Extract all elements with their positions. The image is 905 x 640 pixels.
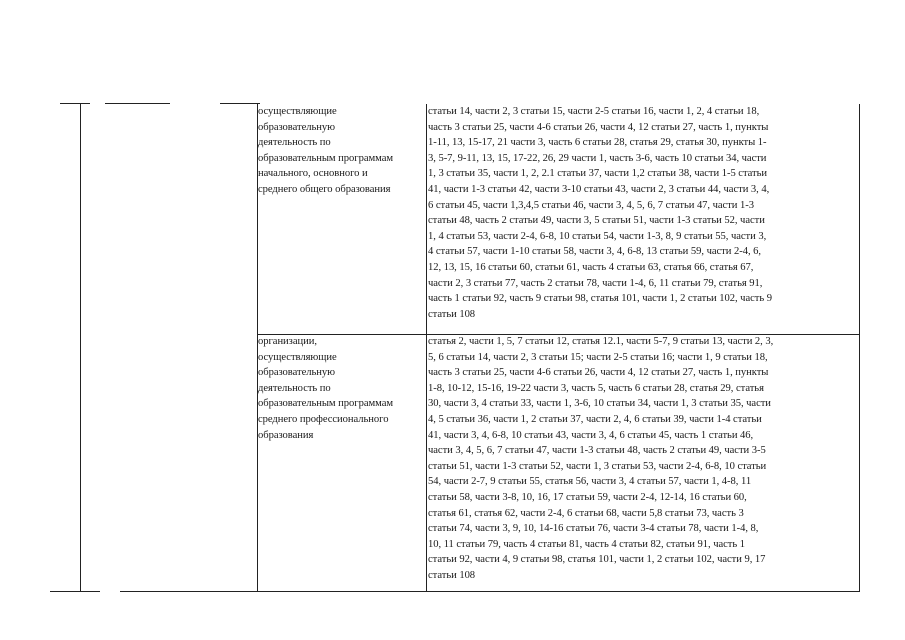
row-2-articles-line: статьи 92, части 4, 9 статьи 98, статья 101, части 1, 2 статьи 102, части 9, 17 (428, 554, 766, 566)
column-divider-2 (426, 104, 427, 592)
row-2-articles-line: 4, 5 статьи 36, части 1, 2 статьи 37, части 2, 4, 6 статьи 39, части 1-4 статьи (428, 413, 762, 425)
row-1-articles (428, 104, 858, 322)
left-border (80, 104, 81, 592)
row-2-category-line: среднего профессионального (258, 413, 389, 425)
row-2-articles-line: статья 61, статья 62, части 2-4, 6 статьи 68, части 5,8 статьи 73, часть 3 (428, 507, 744, 519)
row-2-articles-line: 41, части 3, 4, 6-8, 10 статьи 43, части 3, 4, 6 статьи 45, часть 1 статьи 46, (428, 429, 754, 441)
row-2-articles-line: часть 3 статьи 25, части 4-6 статьи 26, части 4, 12 статьи 27, часть 1, пункты (428, 367, 769, 379)
row-2-category-line: осуществляющие (258, 351, 337, 363)
row-1-articles-line: статьи 14, части 2, 3 статьи 15, части 2-5 статьи 16, части 1, 2, 4 статьи 18, (428, 106, 760, 117)
row-2-articles-line: статьи 51, части 1-3 статьи 52, части 1, 3 статьи 53, части 2-4, 6-8, 10 статьи (428, 460, 767, 472)
row-2-articles-line: статьи 108 (428, 569, 476, 581)
row-1-category-line: деятельность по (258, 137, 331, 149)
row-1-category-line: осуществляющие (258, 106, 337, 117)
row-2-articles-line: 30, части 3, 4 статьи 33, части 1, 3-6, 10 статьи 34, части 1, 3 статьи 35, части (428, 398, 771, 410)
row-2-category-line: организации, (258, 336, 317, 347)
top-rule-left (60, 103, 90, 104)
row-1-articles-line: статьи 48, часть 2 статьи 49, части 3, 5 статьи 51, части 1-3 статьи 52, части (428, 215, 765, 227)
row-1-category-line: среднего общего образования (258, 183, 391, 195)
row-1-articles-line: 3, 5-7, 9-11, 13, 15, 17-22, 26, 29 части 1, часть 3-6, часть 10 статьи 34, части (428, 152, 767, 164)
row-2-category-line: образовательную (258, 367, 335, 379)
right-border (859, 104, 860, 592)
row-1-articles-line: часть 3 статьи 25, части 4-6 статьи 26, части 4, 12 статьи 27, часть 1, пункты (428, 121, 769, 133)
row-2-articles-line: статьи 74, части 3, 9, 10, 14-16 статьи 76, части 3-4 статьи 78, части 1-4, 8, (428, 523, 759, 535)
row-2-category-line: образования (258, 429, 314, 441)
row-2-articles-line: 10, 11 статьи 79, часть 4 статьи 81, часть 4 статьи 82, статьи 91, часть 1 (428, 538, 745, 550)
top-rule-right (220, 103, 260, 104)
row-1-articles-line: 1-11, 13, 15-17, 21 части 3, часть 6 статьи 28, статья 29, статья 30, пункты 1- (428, 137, 767, 149)
row-1-articles-line: 4 статьи 57, части 1-10 статьи 58, части 3, 4, 6-8, 13 статьи 59, части 2-4, 6, (428, 246, 761, 258)
bottom-rule-right (120, 591, 860, 592)
row-1-category (258, 104, 426, 198)
row-1-articles-line: части 2, 3 статьи 77, часть 2 статьи 78, части 1-4, 6, 11 статьи 79, статья 91, (428, 277, 763, 289)
row-2-category (258, 334, 426, 443)
row-1-category-line: образовательную (258, 121, 335, 133)
row-1-articles-line: 1, 4 статьи 53, части 2-4, 6-8, 10 статьи 54, части 1-3, 8, 9 статьи 55, части 3, (428, 230, 767, 242)
row-1-articles-line: 41, части 1-3 статьи 42, части 3-10 статьи 43, части 2, 3 статьи 44, части 3, 4, (428, 183, 770, 195)
row-1-category-line: начального, основного и (258, 168, 368, 180)
row-1-articles-line: 1, 3 статьи 35, части 1, 2, 2.1 статьи 37, части 1,2 статьи 38, части 1-5 статьи (428, 168, 768, 180)
row-2-articles-line: части 3, 4, 5, 6, 7 статьи 47, части 1-3 статьи 48, часть 2 статьи 49, части 3-5 (428, 445, 766, 457)
row-2-articles-line: статья 2, части 1, 5, 7 статьи 12, статья 12.1, части 5-7, 9 статьи 13, части 2, 3, (428, 336, 774, 347)
bottom-rule-left (50, 591, 100, 592)
row-1-articles-line: часть 1 статьи 92, часть 9 статьи 98, статья 101, части 1, 2 статьи 102, часть 9 (428, 293, 772, 305)
row-2-articles-line: статьи 58, части 3-8, 10, 16, 17 статьи 59, части 2-4, 12-14, 16 статьи 60, (428, 491, 747, 503)
row-2-articles-line: 1-8, 10-12, 15-16, 19-22 части 3, часть 5, часть 6 статьи 28, статья 29, статья (428, 382, 764, 394)
row-1-category-line: образовательным программам (258, 152, 394, 164)
row-2-articles (428, 334, 858, 584)
row-1-articles-line: 6 статьи 45, части 1,3,4,5 статьи 46, части 3, 4, 5, 6, 7 статьи 47, части 1-3 (428, 199, 754, 211)
row-2-articles-line: 5, 6 статьи 14, части 2, 3 статьи 15; части 2-5 статьи 16; части 1, 9 статьи 18, (428, 351, 768, 363)
row-1-articles-line: 12, 13, 15, 16 статьи 60, статьи 61, часть 4 статьи 63, статья 66, статья 67, (428, 261, 754, 273)
row-2-articles-line: 54, части 2-7, 9 статьи 55, статья 56, части 3, 4 статьи 57, части 1, 4-8, 11 (428, 476, 752, 488)
row-2-category-line: деятельность по (258, 382, 331, 394)
row-2-category-line: образовательным программам (258, 398, 394, 410)
top-rule-mid (105, 103, 170, 104)
row-1-articles-line: статьи 108 (428, 308, 476, 320)
